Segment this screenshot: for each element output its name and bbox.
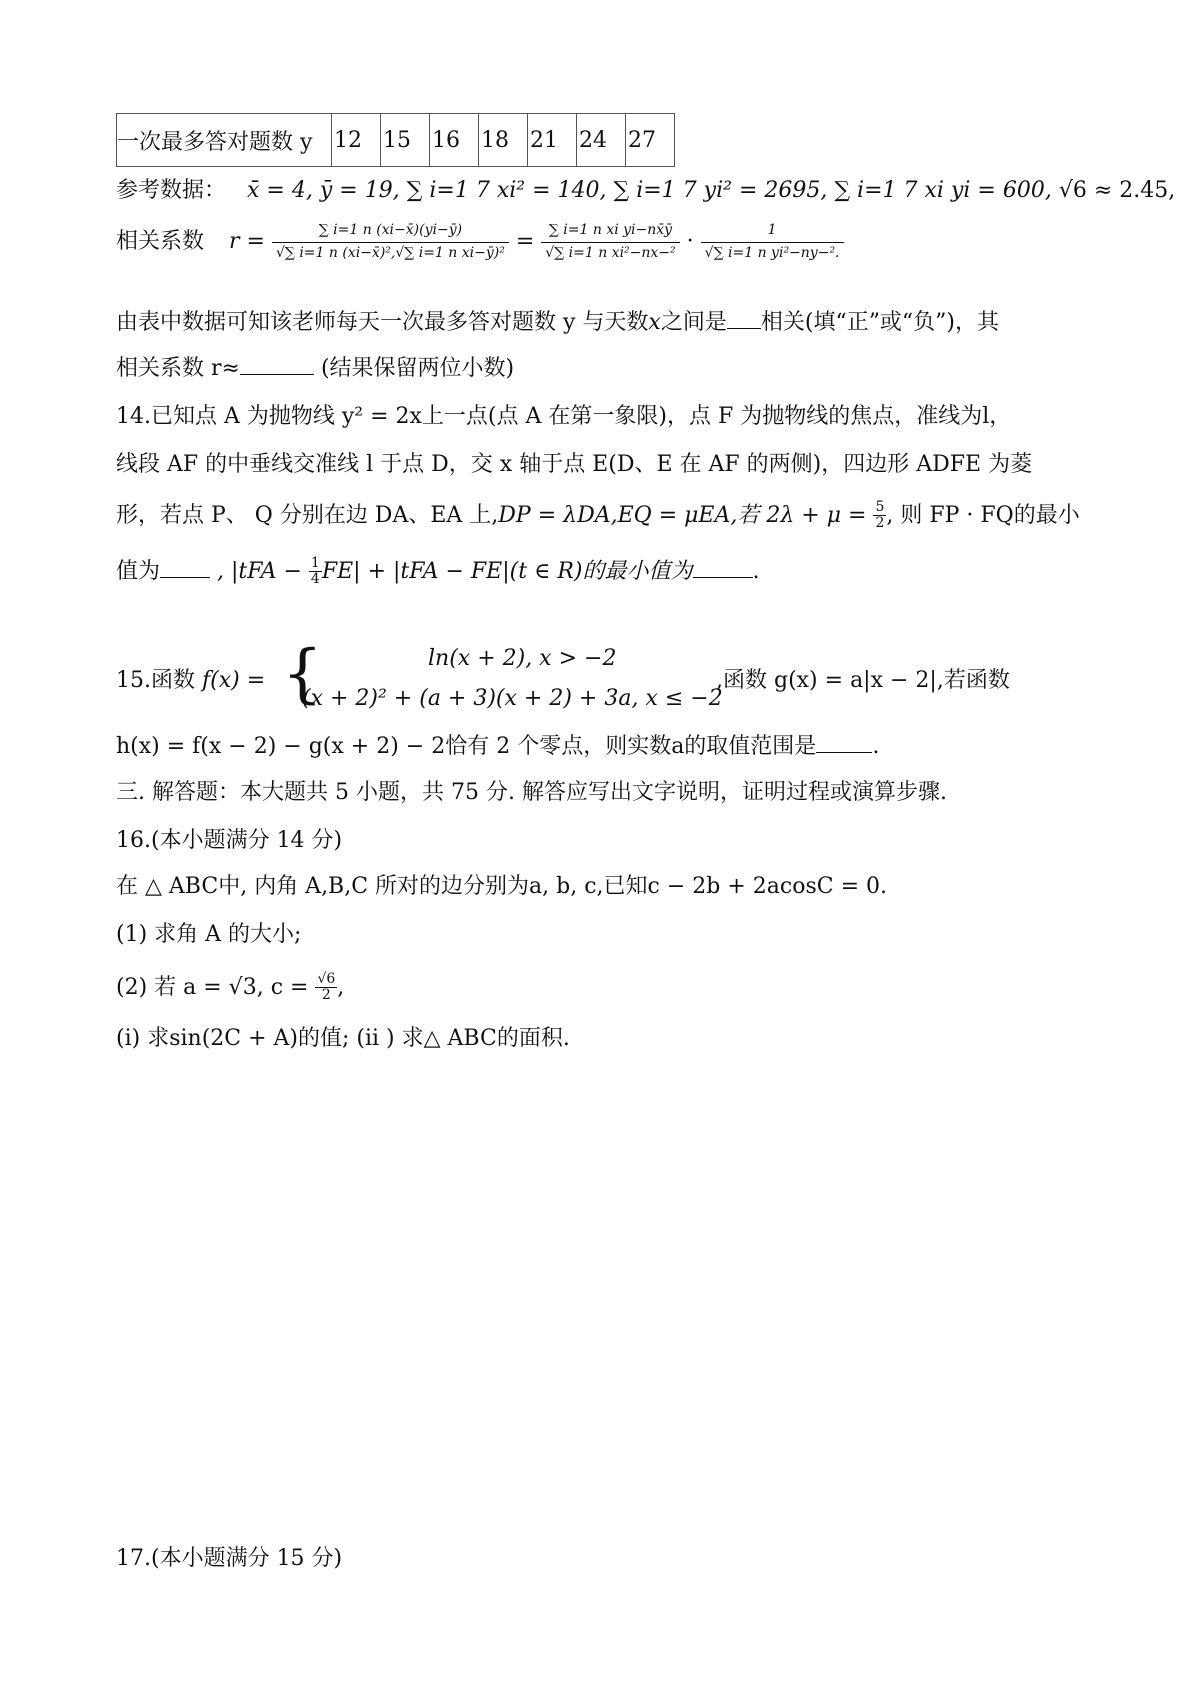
q15-prefix bbox=[116, 668, 265, 694]
fraction-2-numerator: ∑ i=1 n xi yi−nx̄ȳ bbox=[541, 222, 679, 243]
fraction-1-numerator: ∑ i=1 n (xi−x̄)(yi−ȳ) bbox=[272, 222, 509, 243]
answer-blank[interactable] bbox=[693, 559, 753, 578]
fraction-denominator: 4 bbox=[310, 571, 320, 588]
q13-text: 之间是 bbox=[660, 310, 727, 335]
q13-text: (结果保留两位小数) bbox=[313, 356, 515, 381]
sqrt6-over-2-fraction bbox=[315, 972, 337, 1004]
fraction-2 bbox=[541, 222, 679, 262]
fraction-3-numerator: 1 bbox=[701, 222, 844, 243]
sum-x2: ∑ i=1 7 xi² = 140, bbox=[406, 178, 607, 203]
fraction-denominator: 2 bbox=[321, 987, 331, 1004]
dot-operator: · bbox=[686, 228, 694, 254]
answer-blank[interactable] bbox=[816, 734, 872, 753]
section-3-heading: 三. 解答题：本大题共 5 小题，共 75 分. 解答应写出文字说明，证明过程或演算步骤. bbox=[116, 780, 947, 805]
q14-vector-expression: FE| + |tFA − FE|(t ∈ R)的最小值为 bbox=[321, 558, 693, 584]
table-row-label: 一次最多答对题数 y bbox=[117, 114, 332, 167]
q15-text: h(x) = f(x − 2) − g(x + 2) − 2恰有 2 个零点，则实数a的取值范围是 bbox=[116, 734, 817, 759]
q13-variable-x: x bbox=[648, 310, 661, 335]
q16-stem: 在 △ ABC中, 内角 A,B,C 所对的边分别为a, b, c,已知c − 2b + 2acosC = 0. bbox=[116, 874, 887, 899]
q14-line-4 bbox=[116, 556, 760, 588]
table-cell: 24 bbox=[577, 114, 626, 167]
table-cell: 21 bbox=[528, 114, 577, 167]
piecewise-case-2: (x + 2)² + (a + 3)(x + 2) + 3a, x ≤ −2 bbox=[302, 686, 723, 711]
q16-part-2 bbox=[116, 972, 344, 1004]
q14-text: . bbox=[752, 558, 760, 584]
reference-data-line bbox=[116, 178, 1175, 204]
q14-line-1: 14.已知点 A 为抛物线 y² = 2x上一点(点 A 在第一象限)，点 F 为抛物线的焦点，准线为l， bbox=[116, 404, 1012, 429]
sqrt6-approx: √6 ≈ 2.45, bbox=[1058, 178, 1176, 203]
table-cell: 12 bbox=[332, 114, 381, 167]
fraction-3-denominator: √∑ i=1 n yi²−ny−². bbox=[704, 244, 840, 261]
fraction-1 bbox=[272, 222, 509, 262]
q16-text: , bbox=[337, 974, 345, 1000]
piecewise-case-1: ln(x + 2), x > −2 bbox=[428, 646, 617, 671]
answer-blank[interactable] bbox=[727, 310, 761, 329]
q13-line-2 bbox=[116, 356, 514, 382]
answer-blank[interactable] bbox=[160, 559, 210, 578]
fraction-denominator: 2 bbox=[875, 515, 885, 532]
q15-text: . bbox=[872, 734, 880, 759]
table-cell: 15 bbox=[381, 114, 430, 167]
q13-text: 相关(填“正”或“负”)，其 bbox=[760, 310, 1000, 335]
q13-text: 相关系数 r≈ bbox=[116, 356, 240, 381]
reference-label: 参考数据： bbox=[116, 178, 227, 203]
fraction-3 bbox=[701, 222, 844, 262]
sum-xy: ∑ i=1 7 xi yi = 600, bbox=[834, 178, 1052, 203]
data-table bbox=[116, 113, 675, 167]
q15-function-f: f(x) = bbox=[202, 668, 266, 693]
correlation-label: 相关系数 bbox=[116, 228, 205, 254]
fraction-2-denominator: √∑ i=1 n xi²−nx−² bbox=[545, 244, 676, 261]
q15-text: 15.函数 bbox=[116, 668, 195, 693]
q14-text: 形，若点 P、 Q 分别在边 DA、EA 上, bbox=[116, 502, 499, 528]
mean-x: x̄ = 4, bbox=[247, 178, 313, 203]
q16-subparts: (i) 求sin(2C + A)的值; (ii ) 求△ ABC的面积. bbox=[116, 1026, 570, 1051]
q14-line-3 bbox=[116, 500, 1080, 532]
q14-vector-expression: DP = λDA,EQ = μEA,若 2λ + μ = bbox=[498, 502, 867, 528]
table-cell: 27 bbox=[626, 114, 675, 167]
table-cell: 16 bbox=[430, 114, 479, 167]
sum-y2: ∑ i=1 7 yi² = 2695, bbox=[613, 178, 828, 203]
r-symbol: r = bbox=[229, 228, 265, 254]
piecewise-brace: { bbox=[282, 637, 323, 711]
q15-suffix: ,函数 g(x) = a|x − 2|,若函数 bbox=[716, 668, 1010, 693]
fraction-numerator: √6 bbox=[317, 971, 336, 987]
q16-header: 16.(本小题满分 14 分) bbox=[116, 828, 343, 853]
mean-y: ȳ = 19, bbox=[319, 178, 400, 203]
q15-line-2 bbox=[116, 734, 879, 760]
q14-vector-expression: , |tFA − bbox=[210, 558, 302, 584]
q16-part-1: (1) 求角 A 的大小; bbox=[116, 922, 302, 947]
answer-blank[interactable] bbox=[240, 356, 314, 375]
table-cell: 18 bbox=[479, 114, 528, 167]
q16-text: (2) 若 a = √3, c = bbox=[116, 974, 309, 1000]
q13-text: 由表中数据可知该老师每天一次最多答对题数 y 与天数 bbox=[116, 310, 649, 335]
one-quarter-fraction bbox=[309, 556, 322, 588]
q17-header: 17.(本小题满分 15 分) bbox=[116, 1546, 343, 1571]
q13-line-1 bbox=[116, 310, 999, 336]
correlation-formula bbox=[116, 222, 844, 262]
fraction-numerator: 1 bbox=[310, 555, 320, 571]
equals-sign: = bbox=[515, 228, 535, 254]
five-halves-fraction bbox=[873, 500, 886, 532]
fraction-1-denominator: √∑ i=1 n (xi−x̄)²,√∑ i=1 n xi−ȳ)² bbox=[275, 244, 505, 261]
fraction-numerator: 5 bbox=[875, 499, 885, 515]
table-row bbox=[117, 114, 675, 167]
q14-text: , 则 FP · FQ的最小 bbox=[886, 502, 1080, 528]
q14-line-2: 线段 AF 的中垂线交准线 l 于点 D，交 x 轴于点 E(D、E 在 AF 的两侧)，四边形 ADFE 为菱 bbox=[116, 452, 1033, 477]
q14-text: 值为 bbox=[116, 558, 161, 584]
